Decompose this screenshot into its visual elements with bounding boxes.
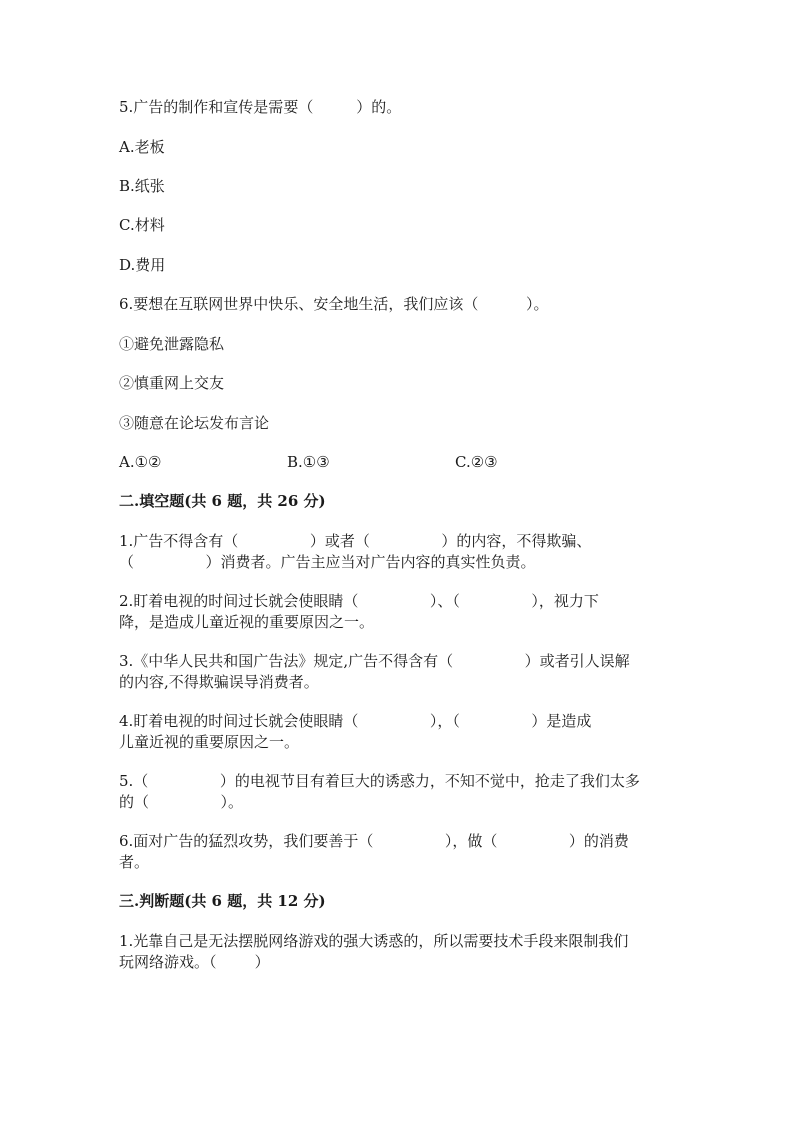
question-5-option-d: D.费用 — [119, 256, 166, 274]
question-5-stem: 5.广告的制作和宣传是需要（ ）的。 — [119, 98, 402, 116]
fill-question-3-line-1: 3.《中华人民共和国广告法》规定,广告不得含有（ ）或者引人误解 — [119, 652, 630, 670]
question-6-option-b: B.①③ — [287, 453, 330, 471]
question-5-option-c: C.材料 — [119, 216, 165, 234]
fill-question-2-line-2: 降，是造成儿童近视的重要原因之一。 — [119, 613, 375, 631]
fill-question-6-line-1: 6.面对广告的猛烈攻势，我们要善于（ ），做（ ）的消费 — [119, 832, 629, 850]
fill-question-1-line-1: 1.广告不得含有（ ）或者（ ）的内容，不得欺骗、 — [119, 532, 592, 550]
fill-question-4-line-1: 4.盯着电视的时间过长就会使眼睛（ ），（ ）是造成 — [119, 712, 592, 730]
question-5-option-a: A.老板 — [119, 138, 165, 156]
judge-question-1-line-1: 1.光靠自己是无法摆脱网络游戏的强大诱惑的，所以需要技术手段来限制我们 — [119, 932, 629, 950]
fill-question-2-line-1: 2.盯着电视的时间过长就会使眼睛（ ）、（ ），视力下 — [119, 592, 599, 610]
section-3-heading: 三.判断题(共 6 题，共 12 分) — [119, 892, 326, 910]
fill-question-1-line-2: （ ）消费者。广告主应当对广告内容的真实性负责。 — [119, 553, 536, 571]
judge-question-1-line-2: 玩网络游戏。（ ） — [119, 953, 270, 971]
fill-question-3-line-2: 的内容,不得欺骗误导消费者。 — [119, 673, 319, 691]
question-6-stem: 6.要想在互联网世界中快乐、安全地生活，我们应该（ ）。 — [119, 295, 549, 313]
question-6-option-c: C.②③ — [455, 453, 498, 471]
question-6-item-3: ③随意在论坛发布言论 — [119, 414, 270, 432]
section-2-heading: 二.填空题(共 6 题，共 26 分) — [119, 492, 326, 510]
question-6-item-2: ②慎重网上交友 — [119, 374, 225, 392]
question-5-option-b: B.纸张 — [119, 177, 165, 195]
fill-question-5-line-1: 5.（ ）的电视节目有着巨大的诱惑力，不知不觉中，抢走了我们太多 — [119, 772, 640, 790]
fill-question-4-line-2: 儿童近视的重要原因之一。 — [119, 733, 300, 751]
question-6-option-a: A.①② — [119, 453, 162, 471]
fill-question-6-line-2: 者。 — [119, 853, 150, 871]
question-6-item-1: ①避免泄露隐私 — [119, 335, 225, 353]
fill-question-5-line-2: 的（ ）。 — [119, 793, 244, 811]
